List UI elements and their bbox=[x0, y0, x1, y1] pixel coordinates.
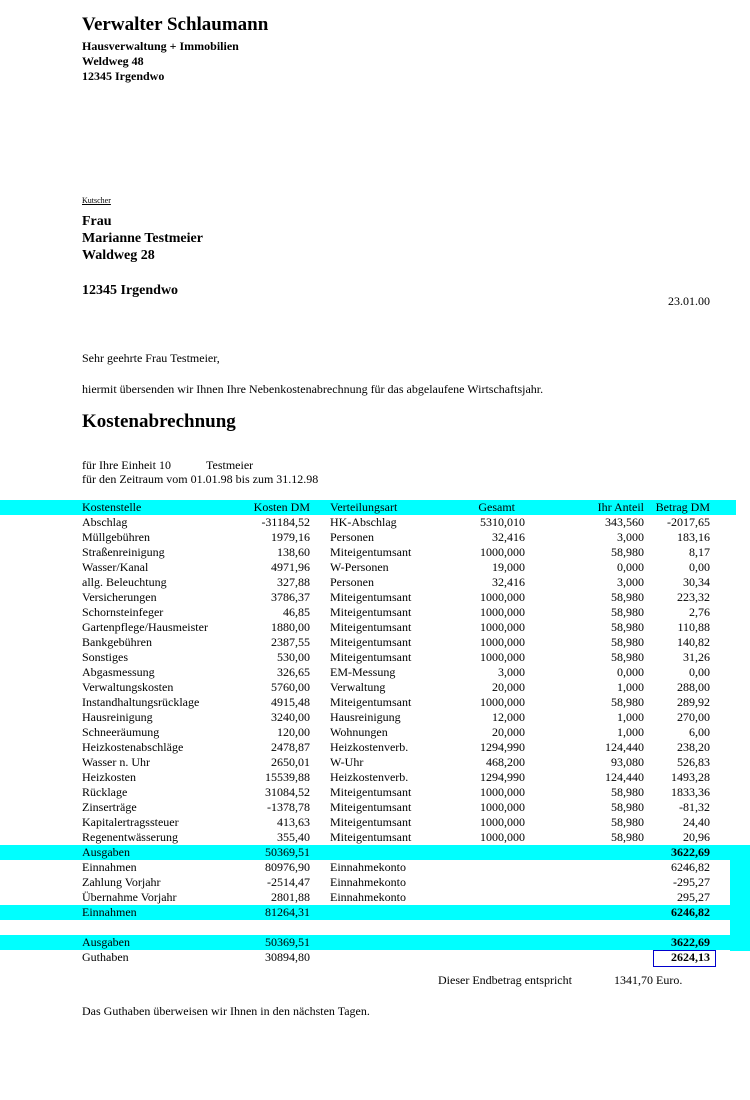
cell-gesamt: 1000,000 bbox=[480, 830, 525, 844]
ausgaben2-row bbox=[0, 935, 750, 950]
cell-kostenstelle: Abschlag bbox=[82, 515, 128, 529]
cell-anteil: 58,980 bbox=[611, 620, 644, 634]
cell-anteil: 58,980 bbox=[611, 815, 644, 829]
table-row bbox=[0, 515, 750, 530]
cell-kosten: 5760,00 bbox=[271, 680, 310, 694]
closing-text: Das Guthaben überweisen wir Ihnen in den nächsten Tagen. bbox=[82, 1004, 370, 1018]
cell-verteilungsart: Miteigentumsant bbox=[330, 785, 412, 799]
table-row bbox=[0, 650, 750, 665]
spacer-row bbox=[0, 920, 750, 935]
letter-date: 23.01.00 bbox=[668, 294, 710, 308]
section-heading: Kostenabrechnung bbox=[82, 411, 236, 432]
cell-anteil: 58,980 bbox=[611, 785, 644, 799]
table-row bbox=[0, 590, 750, 605]
cell-kostenstelle: Instandhaltungsrücklage bbox=[82, 695, 200, 709]
cell-anteil: 58,980 bbox=[611, 800, 644, 814]
kutscher-label: Kutscher bbox=[82, 196, 111, 205]
guthaben-row bbox=[0, 950, 750, 965]
cell-kosten: 2801,88 bbox=[271, 890, 310, 904]
cell-verteilungsart: Miteigentumsant bbox=[330, 620, 412, 634]
cell-kostenstelle: Wasser n. Uhr bbox=[82, 755, 151, 769]
header-kosten: Kosten DM bbox=[253, 500, 310, 514]
cell-kostenstelle: Wasser/Kanal bbox=[82, 560, 149, 574]
ausgaben2-kosten: 50369,51 bbox=[265, 935, 310, 949]
cell-gesamt: 20,000 bbox=[492, 725, 525, 739]
cell-anteil: 93,080 bbox=[611, 755, 644, 769]
table-row bbox=[0, 725, 750, 740]
cell-verteilungsart: W-Personen bbox=[330, 560, 389, 574]
header-gesamt: Gesamt bbox=[478, 500, 515, 514]
cell-anteil: 58,980 bbox=[611, 590, 644, 604]
cell-betrag: 20,96 bbox=[683, 830, 710, 844]
income-row bbox=[0, 860, 750, 875]
cell-kosten: 80976,90 bbox=[265, 860, 310, 874]
cell-kosten: 3786,37 bbox=[271, 590, 310, 604]
income-rows bbox=[0, 860, 750, 905]
recipient-city: 12345 Irgendwo bbox=[82, 283, 179, 298]
table-row bbox=[0, 665, 750, 680]
cell-kostenstelle: Heizkosten bbox=[82, 770, 136, 784]
cell-anteil: 1,000 bbox=[617, 710, 644, 724]
cell-gesamt: 1000,000 bbox=[480, 815, 525, 829]
cell-betrag: 6,00 bbox=[689, 725, 710, 739]
cell-gesamt: 12,000 bbox=[492, 710, 525, 724]
cell-kostenstelle: Hausreinigung bbox=[82, 710, 153, 724]
cell-kosten: -31184,52 bbox=[261, 515, 310, 529]
cell-verteilungsart: Miteigentumsant bbox=[330, 695, 412, 709]
cell-gesamt: 1000,000 bbox=[480, 800, 525, 814]
cell-kostenstelle: Versicherungen bbox=[82, 590, 157, 604]
income-row bbox=[0, 875, 750, 890]
cell-kostenstelle: Einnahmen bbox=[82, 860, 137, 874]
cell-verteilungsart: Wohnungen bbox=[330, 725, 388, 739]
cell-anteil: 58,980 bbox=[611, 605, 644, 619]
cell-betrag: 31,26 bbox=[683, 650, 710, 664]
ausgaben2-betrag: 3622,69 bbox=[671, 935, 710, 949]
cell-kosten: 3240,00 bbox=[271, 710, 310, 724]
sender-line-2: Weldweg 48 bbox=[82, 54, 144, 68]
cell-kosten: 15539,88 bbox=[265, 770, 310, 784]
guthaben-box bbox=[653, 950, 716, 967]
cell-kostenstelle: Sonstiges bbox=[82, 650, 129, 664]
sender-line-3: 12345 Irgendwo bbox=[82, 69, 165, 83]
cell-kosten: 31084,52 bbox=[265, 785, 310, 799]
cell-gesamt: 1000,000 bbox=[480, 590, 525, 604]
cell-anteil: 3,000 bbox=[617, 575, 644, 589]
cell-anteil: 124,440 bbox=[605, 770, 644, 784]
cell-betrag: 0,00 bbox=[689, 665, 710, 679]
cell-betrag: 183,16 bbox=[677, 530, 710, 544]
sender-name: Verwalter Schlaumann bbox=[82, 14, 269, 35]
table-row bbox=[0, 740, 750, 755]
cell-betrag: 1833,36 bbox=[671, 785, 710, 799]
cell-betrag: -81,32 bbox=[679, 800, 710, 814]
cell-kosten: 326,65 bbox=[277, 665, 310, 679]
cell-verteilungsart: Personen bbox=[330, 530, 374, 544]
cell-betrag: 2,76 bbox=[689, 605, 710, 619]
cell-gesamt: 1000,000 bbox=[480, 650, 525, 664]
cell-verteilungsart: Miteigentumsant bbox=[330, 635, 412, 649]
table-row bbox=[0, 695, 750, 710]
cell-kostenstelle: Straßenreinigung bbox=[82, 545, 165, 559]
cell-kosten: 1979,16 bbox=[271, 530, 310, 544]
ausgaben2-label: Ausgaben bbox=[82, 935, 130, 949]
cell-kostenstelle: allg. Beleuchtung bbox=[82, 575, 167, 589]
cell-kostenstelle: Rücklage bbox=[82, 785, 128, 799]
guthaben-betrag: 2624,13 bbox=[671, 950, 710, 964]
cell-kosten: 4915,48 bbox=[271, 695, 310, 709]
cell-anteil: 0,000 bbox=[617, 665, 644, 679]
table-row bbox=[0, 620, 750, 635]
cell-betrag: 6246,82 bbox=[671, 860, 710, 874]
header-anteil: Ihr Anteil bbox=[597, 500, 644, 514]
cell-verteilungsart: Miteigentumsant bbox=[330, 590, 412, 604]
cell-kosten: 4971,96 bbox=[271, 560, 310, 574]
einnahmen-kosten: 81264,31 bbox=[265, 905, 310, 919]
cell-anteil: 343,560 bbox=[605, 515, 644, 529]
table-row bbox=[0, 815, 750, 830]
cell-kosten: -2514,47 bbox=[267, 875, 310, 889]
income-row bbox=[0, 890, 750, 905]
cell-verteilungsart: Einnahmekonto bbox=[330, 875, 406, 889]
cell-betrag: 526,83 bbox=[677, 755, 710, 769]
cell-betrag: 289,92 bbox=[677, 695, 710, 709]
cell-gesamt: 1294,990 bbox=[480, 770, 525, 784]
cell-gesamt: 32,416 bbox=[492, 575, 525, 589]
cell-anteil: 0,000 bbox=[617, 560, 644, 574]
cell-anteil: 1,000 bbox=[617, 725, 644, 739]
cell-betrag: 110,88 bbox=[677, 620, 710, 634]
ausgaben-row bbox=[0, 845, 750, 860]
cell-kosten: 327,88 bbox=[277, 575, 310, 589]
table-row bbox=[0, 560, 750, 575]
table-row bbox=[0, 710, 750, 725]
cell-betrag: 295,27 bbox=[677, 890, 710, 904]
cell-betrag: 270,00 bbox=[677, 710, 710, 724]
header-kostenstelle: Kostenstelle bbox=[82, 500, 142, 514]
cell-gesamt: 1000,000 bbox=[480, 635, 525, 649]
cell-gesamt: 19,000 bbox=[492, 560, 525, 574]
cell-gesamt: 1000,000 bbox=[480, 785, 525, 799]
intro-text: hiermit übersenden wir Ihnen Ihre Nebenkostenabrechnung für das abgelaufene Wirtschaftsjahr. bbox=[82, 382, 544, 396]
cell-betrag: 238,20 bbox=[677, 740, 710, 754]
cell-anteil: 58,980 bbox=[611, 695, 644, 709]
cell-kostenstelle: Gartenpflege/Hausmeister bbox=[82, 620, 208, 634]
cell-kosten: 138,60 bbox=[277, 545, 310, 559]
einnahmen-total-row bbox=[0, 905, 736, 920]
cell-verteilungsart: Miteigentumsant bbox=[330, 830, 412, 844]
cell-kostenstelle: Zahlung Vorjahr bbox=[82, 875, 161, 889]
cell-kosten: 530,00 bbox=[277, 650, 310, 664]
cost-table bbox=[0, 500, 750, 965]
cell-verteilungsart: Miteigentumsant bbox=[330, 815, 412, 829]
guthaben-kosten: 30894,80 bbox=[265, 950, 310, 964]
cell-betrag: 288,00 bbox=[677, 680, 710, 694]
recipient-name: Marianne Testmeier bbox=[82, 231, 203, 246]
cell-betrag: 8,17 bbox=[689, 545, 710, 559]
cell-verteilungsart: Miteigentumsant bbox=[330, 545, 412, 559]
cell-gesamt: 1000,000 bbox=[480, 620, 525, 634]
cell-anteil: 58,980 bbox=[611, 635, 644, 649]
cell-betrag: -295,27 bbox=[673, 875, 710, 889]
cell-kostenstelle: Abgasmessung bbox=[82, 665, 155, 679]
table-row bbox=[0, 770, 750, 785]
cell-verteilungsart: EM-Messung bbox=[330, 665, 396, 679]
ausgaben-kosten: 50369,51 bbox=[265, 845, 310, 859]
cell-betrag: 140,82 bbox=[677, 635, 710, 649]
cell-gesamt: 3,000 bbox=[498, 665, 525, 679]
cell-kosten: 355,40 bbox=[277, 830, 310, 844]
ausgaben-betrag: 3622,69 bbox=[671, 845, 710, 859]
header-verteilungsart: Verteilungsart bbox=[330, 500, 398, 514]
einnahmen-betrag: 6246,82 bbox=[671, 905, 710, 919]
cell-gesamt: 1000,000 bbox=[480, 695, 525, 709]
unit-name: Testmeier bbox=[206, 458, 254, 472]
cell-kostenstelle: Heizkostenabschläge bbox=[82, 740, 184, 754]
cell-verteilungsart: Miteigentumsant bbox=[330, 650, 412, 664]
cell-anteil: 1,000 bbox=[617, 680, 644, 694]
cell-anteil: 58,980 bbox=[611, 830, 644, 844]
table-header bbox=[0, 500, 736, 515]
cell-kosten: 2387,55 bbox=[271, 635, 310, 649]
cell-verteilungsart: Heizkostenverb. bbox=[330, 740, 409, 754]
header-betrag: Betrag DM bbox=[655, 500, 710, 514]
cell-gesamt: 20,000 bbox=[492, 680, 525, 694]
ausgaben-label: Ausgaben bbox=[82, 845, 130, 859]
sender-line-1: Hausverwaltung + Immobilien bbox=[82, 39, 239, 53]
cell-kosten: 120,00 bbox=[277, 725, 310, 739]
cell-verteilungsart: Verwaltung bbox=[330, 680, 386, 694]
cell-verteilungsart: Einnahmekonto bbox=[330, 890, 406, 904]
table-row bbox=[0, 530, 750, 545]
cell-kostenstelle: Verwaltungskosten bbox=[82, 680, 174, 694]
cell-verteilungsart: Hausreinigung bbox=[330, 710, 401, 724]
cell-kosten: 413,63 bbox=[277, 815, 310, 829]
cell-betrag: 0,00 bbox=[689, 560, 710, 574]
cell-gesamt: 5310,010 bbox=[480, 515, 525, 529]
table-row bbox=[0, 785, 750, 800]
greeting: Sehr geehrte Frau Testmeier, bbox=[82, 351, 220, 365]
cell-kostenstelle: Schneeräumung bbox=[82, 725, 160, 739]
cell-anteil: 124,440 bbox=[605, 740, 644, 754]
cell-betrag: 223,32 bbox=[677, 590, 710, 604]
cell-anteil: 58,980 bbox=[611, 545, 644, 559]
cell-verteilungsart: Personen bbox=[330, 575, 374, 589]
cell-verteilungsart: HK-Abschlag bbox=[330, 515, 397, 529]
cell-kosten: 1880,00 bbox=[271, 620, 310, 634]
cell-anteil: 3,000 bbox=[617, 530, 644, 544]
cell-kosten: -1378,78 bbox=[267, 800, 310, 814]
table-row bbox=[0, 800, 750, 815]
cell-kosten: 46,85 bbox=[283, 605, 310, 619]
cell-kostenstelle: Müllgebühren bbox=[82, 530, 150, 544]
cell-gesamt: 1000,000 bbox=[480, 605, 525, 619]
table-row bbox=[0, 680, 750, 695]
cell-kostenstelle: Zinserträge bbox=[82, 800, 137, 814]
cell-gesamt: 32,416 bbox=[492, 530, 525, 544]
table-row bbox=[0, 755, 750, 770]
cell-kostenstelle: Regenentwässerung bbox=[82, 830, 178, 844]
cell-anteil: 58,980 bbox=[611, 650, 644, 664]
einnahmen-label: Einnahmen bbox=[82, 905, 137, 919]
cell-verteilungsart: Miteigentumsant bbox=[330, 800, 412, 814]
table-row bbox=[0, 575, 750, 590]
cell-gesamt: 1294,990 bbox=[480, 740, 525, 754]
cell-verteilungsart: W-Uhr bbox=[330, 755, 364, 769]
cell-kostenstelle: Kapitalertragssteuer bbox=[82, 815, 179, 829]
euro-value: 1341,70 Euro. bbox=[614, 973, 683, 987]
recipient-salutation: Frau bbox=[82, 214, 112, 229]
cell-gesamt: 1000,000 bbox=[480, 545, 525, 559]
cell-kosten: 2650,01 bbox=[271, 755, 310, 769]
cell-verteilungsart: Miteigentumsant bbox=[330, 605, 412, 619]
cell-kostenstelle: Schornsteinfeger bbox=[82, 605, 164, 619]
cell-betrag: 24,40 bbox=[683, 815, 710, 829]
table-row bbox=[0, 830, 750, 845]
period-label: für den Zeitraum vom 01.01.98 bis zum 31.12.98 bbox=[82, 472, 319, 486]
cell-kostenstelle: Bankgebühren bbox=[82, 635, 152, 649]
cell-betrag: 30,34 bbox=[683, 575, 710, 589]
cell-betrag: 1493,28 bbox=[671, 770, 710, 784]
euro-label: Dieser Endbetrag entspricht bbox=[438, 973, 572, 987]
table-row bbox=[0, 605, 750, 620]
table-row bbox=[0, 635, 750, 650]
cell-gesamt: 468,200 bbox=[486, 755, 525, 769]
cost-rows bbox=[0, 515, 750, 845]
guthaben-label: Guthaben bbox=[82, 950, 129, 964]
cell-verteilungsart: Einnahmekonto bbox=[330, 860, 406, 874]
recipient-street: Waldweg 28 bbox=[82, 248, 155, 263]
cell-kostenstelle: Übernahme Vorjahr bbox=[82, 890, 177, 904]
cell-verteilungsart: Heizkostenverb. bbox=[330, 770, 409, 784]
cell-kosten: 2478,87 bbox=[271, 740, 310, 754]
unit-label: für Ihre Einheit 10 bbox=[82, 458, 171, 472]
table-row bbox=[0, 545, 750, 560]
cell-betrag: -2017,65 bbox=[667, 515, 710, 529]
